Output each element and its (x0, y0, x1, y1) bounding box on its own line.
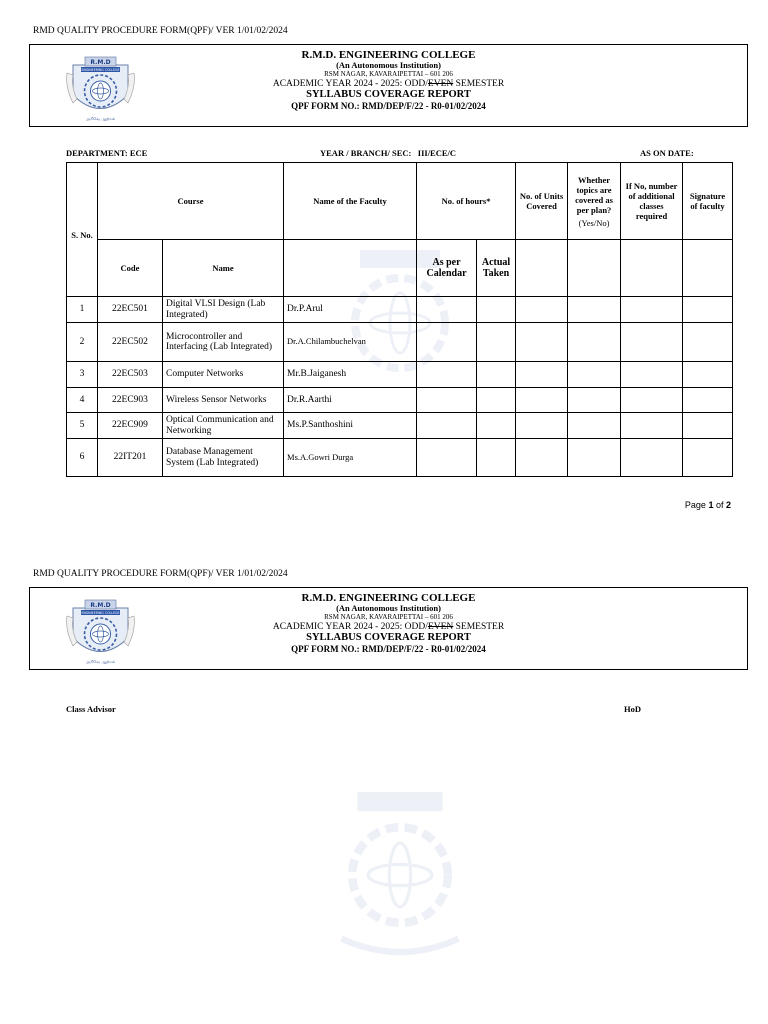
row-cell[interactable] (477, 413, 516, 439)
institution-type: (An Autonomous Institution) (336, 60, 441, 71)
row-code: 22EC501 (98, 297, 163, 323)
row-course-name: Database Management System (Lab Integrated) (163, 439, 284, 477)
table-row (67, 297, 733, 323)
row-cell[interactable] (516, 362, 568, 388)
header-course: Course (98, 163, 284, 240)
row-code: 22EC909 (98, 413, 163, 439)
row-cell[interactable] (516, 439, 568, 477)
header-faculty: Name of the Faculty (284, 163, 417, 240)
report-title: SYLLABUS COVERAGE REPORT (306, 632, 471, 644)
row-course-name: Wireless Sensor Networks (163, 388, 284, 413)
header-additional-blank (621, 240, 683, 297)
row-cell[interactable] (477, 323, 516, 362)
header-sno: S. No. (67, 163, 98, 297)
college-address: RSM NAGAR, KAVARAIPETTAI – 601 206 (324, 69, 453, 78)
form-version-page2: RMD QUALITY PROCEDURE FORM(QPF)/ VER 1/01/02/2024 (33, 569, 288, 579)
header-additional: If No, number of additional classes required (621, 163, 683, 240)
row-cell[interactable] (568, 323, 621, 362)
row-cell[interactable] (683, 362, 733, 388)
row-faculty: Mr.B.Jaiganesh (284, 362, 417, 388)
row-code: 22IT201 (98, 439, 163, 477)
row-code: 22EC502 (98, 323, 163, 362)
row-sno: 3 (67, 362, 98, 388)
row-sno: 4 (67, 388, 98, 413)
row-course-name: Computer Networks (163, 362, 284, 388)
row-cell[interactable] (568, 439, 621, 477)
row-cell[interactable] (417, 413, 477, 439)
row-sno: 2 (67, 323, 98, 362)
form-number: QPF FORM NO.: RMD/DEP/F/22 - R0-01/02/2024 (291, 101, 486, 112)
header-as-per-calendar: As per Calendar (417, 240, 477, 297)
row-cell[interactable] (568, 297, 621, 323)
row-code: 22EC503 (98, 362, 163, 388)
logo-motto-text: அறிவே ஆற்றல் (85, 659, 116, 664)
as-on-date: AS ON DATE: (640, 148, 694, 158)
header-hours: No. of hours* (417, 163, 516, 240)
row-cell[interactable] (568, 413, 621, 439)
header-faculty-blank (284, 240, 417, 297)
form-version: RMD QUALITY PROCEDURE FORM(QPF)/ VER 1/01/02/2024 (33, 26, 288, 36)
row-cell[interactable] (477, 297, 516, 323)
row-course-name: Digital VLSI Design (Lab Integrated) (163, 297, 284, 323)
college-address: RSM NAGAR, KAVARAIPETTAI – 601 206 (324, 612, 453, 621)
row-cell[interactable] (477, 439, 516, 477)
row-cell[interactable] (683, 413, 733, 439)
logo-top-text: R.M.D (90, 602, 111, 609)
header-code: Code (98, 240, 163, 297)
row-cell[interactable] (683, 388, 733, 413)
row-cell[interactable] (417, 297, 477, 323)
header-topics: Whether topics are covered as per plan? (Yes/No) (568, 163, 621, 240)
syllabus-coverage-table (66, 162, 733, 477)
row-faculty: Ms.P.Santhoshini (284, 413, 417, 439)
header-units-blank (516, 240, 568, 297)
header-actual-taken: Actual Taken (477, 240, 516, 297)
header-topics-blank (568, 240, 621, 297)
department-label: DEPARTMENT: ECE (66, 148, 148, 158)
header-signature-blank (683, 240, 733, 297)
row-cell[interactable] (621, 362, 683, 388)
academic-year: ACADEMIC YEAR 2024 - 2025: ODD/EVEN SEMESTER (272, 621, 505, 632)
logo-motto-text: அறிவே ஆற்றல் (85, 116, 116, 121)
row-sno: 1 (67, 297, 98, 323)
row-cell[interactable] (621, 388, 683, 413)
row-faculty: Ms.A.Gowri Durga (284, 439, 417, 477)
row-cell[interactable] (568, 362, 621, 388)
header-signature: Signature of faculty (683, 163, 733, 240)
institution-type: (An Autonomous Institution) (336, 603, 441, 614)
academic-year: ACADEMIC YEAR 2024 - 2025: ODD/EVEN SEMESTER (272, 78, 505, 89)
table-row (67, 439, 733, 477)
logo-band-text: ENGINEERING COLLEGE (81, 611, 120, 615)
row-course-name: Optical Communication and Networking (163, 413, 284, 439)
row-cell[interactable] (417, 388, 477, 413)
logo-top-text: R.M.D (90, 59, 111, 66)
row-cell[interactable] (683, 297, 733, 323)
row-cell[interactable] (516, 388, 568, 413)
row-cell[interactable] (568, 388, 621, 413)
header-name: Name (163, 240, 284, 297)
row-faculty: Dr.R.Aarthi (284, 388, 417, 413)
report-title: SYLLABUS COVERAGE REPORT (306, 89, 471, 101)
row-cell[interactable] (516, 323, 568, 362)
year-branch-sec: YEAR / BRANCH/ SEC: III/ECE/C (320, 148, 457, 158)
row-sno: 6 (67, 439, 98, 477)
logo-band-text: ENGINEERING COLLEGE (81, 68, 120, 72)
row-sno: 5 (67, 413, 98, 439)
header-units: No. of Units Covered (516, 163, 568, 240)
row-cell[interactable] (621, 297, 683, 323)
row-cell[interactable] (477, 388, 516, 413)
row-cell[interactable] (683, 323, 733, 362)
row-cell[interactable] (516, 413, 568, 439)
row-cell[interactable] (477, 362, 516, 388)
row-cell[interactable] (417, 323, 477, 362)
table-row (67, 362, 733, 388)
table-row (67, 388, 733, 413)
watermark-logo-icon (330, 790, 470, 960)
class-advisor-signature: Class Advisor (66, 704, 116, 714)
row-cell[interactable] (417, 439, 477, 477)
table-row (67, 323, 733, 362)
form-number: QPF FORM NO.: RMD/DEP/F/22 - R0-01/02/2024 (291, 644, 486, 655)
row-course-name: Microcontroller and Interfacing (Lab Integrated) (163, 323, 284, 362)
table-row (67, 413, 733, 439)
row-faculty: Dr.A.Chilambuchelvan (284, 323, 417, 362)
row-cell[interactable] (516, 297, 568, 323)
college-name: R.M.D. ENGINEERING COLLEGE (301, 592, 476, 604)
row-code: 22EC903 (98, 388, 163, 413)
row-faculty: Dr.P.Arul (284, 297, 417, 323)
row-cell[interactable] (621, 323, 683, 362)
row-cell[interactable] (417, 362, 477, 388)
row-cell[interactable] (621, 413, 683, 439)
row-cell[interactable] (621, 439, 683, 477)
header-box-page2 (29, 587, 748, 670)
college-name: R.M.D. ENGINEERING COLLEGE (301, 49, 476, 61)
row-cell[interactable] (683, 439, 733, 477)
hod-signature: HoD (624, 704, 641, 714)
page-number: Page 1 of 2 (684, 500, 731, 510)
header-box (29, 44, 748, 127)
